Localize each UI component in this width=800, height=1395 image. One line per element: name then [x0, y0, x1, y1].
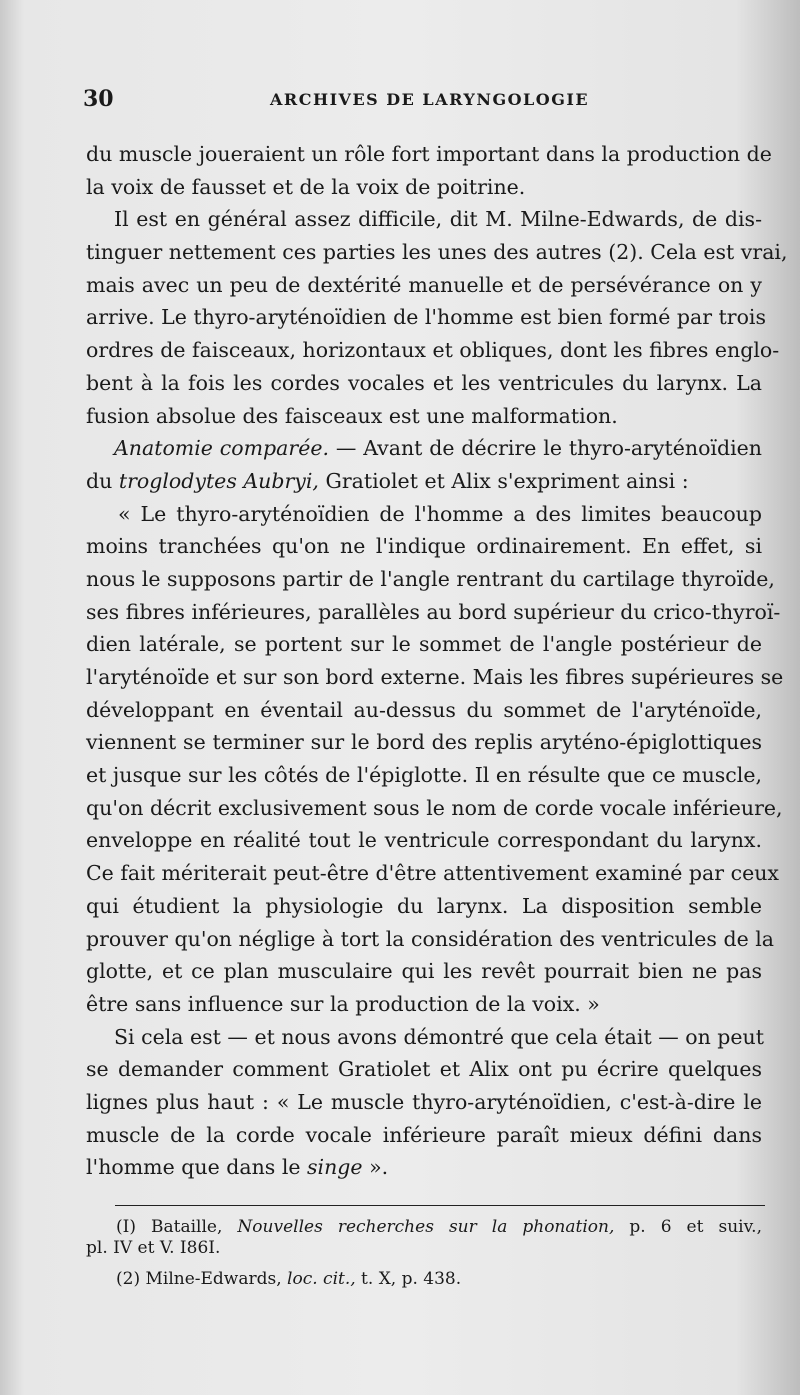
footnotes [86, 1217, 762, 1290]
text-line [86, 465, 762, 498]
quote-line: nous le supposons partir de l'angle rentrant du cartilage thyroïde, [86, 566, 775, 591]
quote-line: viennent se terminer sur le bord des replis aryténo-épiglottiques [86, 730, 762, 755]
text-line: Si cela est — et nous avons démontré que cela était — on peut [114, 1024, 764, 1049]
quote-line: développant en éventail au-dessus du sommet de l'aryténoïde, [86, 697, 762, 722]
quote-line: dien latérale, se portent sur le sommet de l'angle postérieur de [86, 632, 762, 657]
text-line: lignes plus haut : « Le muscle thyro-aryténoïdien, c'est-à-dire le [86, 1089, 762, 1114]
body-text [86, 138, 788, 1184]
footnote-1-rest: p. 6 et suiv., [614, 1217, 762, 1237]
footnote-2 [86, 1269, 762, 1290]
text-line: se demander comment Gratiolet et Alix ont pu écrire quelques [86, 1057, 762, 1082]
page-number: 30 [83, 86, 114, 112]
footnote-2-pre: (2) Milne-Edwards, [116, 1269, 288, 1289]
journal-title: ARCHIVES DE LARYNGOLOGIE [270, 90, 590, 109]
quote-line: qui étudient la physiologie du larynx. La disposition semble [86, 893, 762, 918]
text-line: ordres de faisceaux, horizontaux et obliques, dont les fibres englo- [86, 338, 780, 363]
quote-line: moins tranchées qu'on ne l'indique ordinairement. En effet, si [86, 534, 762, 559]
text-line: bent à la fois les cordes vocales et les ventricules du larynx. La [86, 370, 762, 395]
footnote-2-rest: t. X, p. 438. [355, 1269, 462, 1289]
text-line: arrive. Le thyro-aryténoïdien de l'homme est bien formé par trois [86, 305, 766, 330]
species-name-italic: troglodytes Aubryi, [118, 468, 319, 493]
text-line: mais avec un peu de dextérité manuelle et de persévérance on y [86, 272, 762, 297]
section-heading-rest: — Avant de décrire le thyro-aryténoïdien [328, 436, 762, 461]
quote-line: Ce fait mériterait peut-être d'être attentivement examiné par ceux [86, 861, 779, 886]
footnote-2-ref: loc. cit., [287, 1269, 356, 1289]
text-line: la voix de fausset et de la voix de poitrine. [86, 174, 526, 199]
footnote-1-continuation: pl. IV et V. I86I. [86, 1238, 221, 1258]
singe-italic: singe [307, 1155, 363, 1180]
quote-line: glotte, et ce plan musculaire qui les revêt pourrait bien ne pas [86, 959, 762, 984]
text-line: tinguer nettement ces parties les unes des autres (2). Cela est vrai, [86, 240, 788, 265]
text-line: muscle de la corde vocale inférieure paraît mieux défini dans [86, 1122, 762, 1147]
quote-line: prouver qu'on néglige à tort la considération des ventricules de la [86, 926, 775, 951]
text-rest: Gratiolet et Alix s'expriment ainsi : [318, 468, 689, 493]
quote-line: qu'on décrit exclusivement sous le nom de corde vocale inférieure, [86, 795, 783, 820]
quote-line: être sans influence sur la production de la voix. » [86, 991, 600, 1016]
text-pre: du [86, 468, 119, 493]
text-line: Il est en général assez difficile, dit M. Milne-Edwards, de dis- [114, 207, 762, 232]
section-heading-italic: Anatomie comparée. [114, 436, 329, 461]
quote-line: enveloppe en réalité tout le ventricule correspondant du larynx. [86, 828, 762, 853]
quote-line: et jusque sur les côtés de l'épiglotte. Il en résulte que ce muscle, [86, 763, 762, 788]
text-pre: l'homme que dans le [86, 1155, 308, 1180]
text-rest: ». [362, 1155, 389, 1180]
footnote-1-title: Nouvelles recherches sur la phonation, [237, 1217, 615, 1237]
footnote-1 [86, 1217, 762, 1238]
quote-line: l'aryténoïde et sur son bord externe. Mais les fibres supérieures se [86, 665, 784, 689]
text-line: du muscle joueraient un rôle fort important dans la production de [86, 142, 772, 166]
text-line [86, 1151, 762, 1184]
text-line: fusion absolue des faisceaux est une malformation. [86, 403, 618, 428]
running-head [83, 86, 763, 116]
quote-line: ses fibres inférieures, parallèles au bord supérieur du crico-thyroï- [86, 599, 781, 624]
footnote-1-pre: (I) Bataille, [116, 1217, 238, 1237]
section-heading-line [86, 432, 762, 465]
quote-line: « Le thyro-aryténoïdien de l'homme a des limites beaucoup [118, 501, 762, 526]
footnote-divider [115, 1205, 765, 1206]
